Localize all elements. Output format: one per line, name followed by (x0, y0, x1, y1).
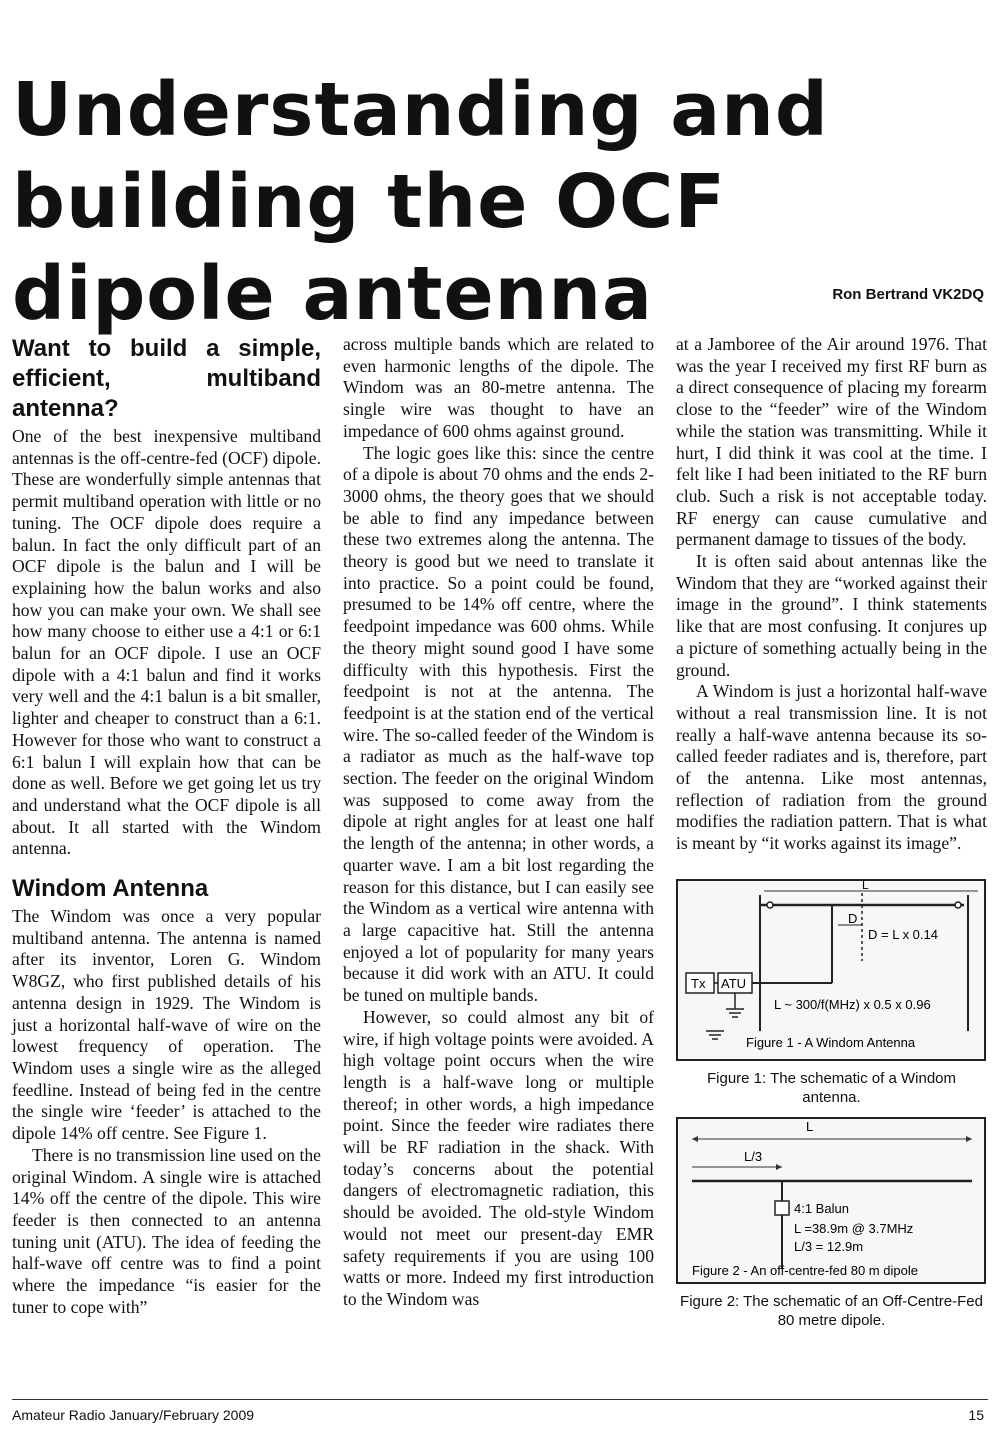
figure-2-inner-caption: Figure 2 - An off-centre-fed 80 m dipole (692, 1262, 918, 1278)
label-d: D (848, 910, 858, 926)
label-atu: ATU (721, 975, 747, 991)
paragraph: It is often said about antennas like the Windom that they are “worked against their image in the ground”. I think statements like that are most confusing. It conjures up a picture of something actually being in the ground. (676, 551, 987, 680)
paragraph: across multiple bands which are related to even harmonic lengths of the dipole. The Windom was an 80-metre antenna. The single wire was thought to have an impedance of 600 ohms against ground. (343, 334, 654, 441)
windom-schematic (678, 881, 984, 1059)
label-balun: 4:1 Balun (794, 1200, 849, 1216)
label-l3: L/3 (744, 1148, 763, 1164)
figure-1 (676, 879, 987, 1107)
section-heading-windom: Windom Antenna (12, 875, 209, 903)
paragraph: However, so could almost any bit of wire, if high voltage points were avoided. A high voltage point occurs when the wire length is a half-wave long or multiple thereof; in other words, a high impedance point. Since the feeder wire radiates there will be RF radiation in the shack. With today’s concerns about the potential dangers of electromagnetic radiation, this should be avoided. The old-style Windom would not meet our present-day EMR safety requirements if you are using 100 watts or more. Indeed my first introduction to the Windom was (343, 1006, 654, 1309)
formula-l: L ~ 300/f(MHz) x 0.5 x 0.96 (774, 996, 931, 1012)
label-l: L (806, 1118, 814, 1134)
paragraph: There is no transmission line used on the original Windom. A single wire is attached 14% off the centre of the dipole. This wire feeder is then connected to an antenna tuning unit (ATU). The idea of feeding the half-wave off centre was to find a point where the impedance “is easier for the tuner to cope with” (12, 1144, 321, 1317)
figure-2 (676, 1117, 987, 1330)
paragraph: One of the best inexpensive multiband antennas is the off-centre-fed (OCF) dipole. These are wonderfully simple antennas that permit multiband operation with little or no tuning. The OCF dipole does require a balun. In fact the only difficult part of an OCF dipole is the balun and I will be explaining how the balun works and also how you can make your own. We shall see how many choose to either use a 4:1 or 6:1 balun for an OCF dipole. I use an OCF dipole with a 4:1 balun and find it works very well and the 4:1 balun is a bit smaller, lighter and cheaper to construct than a 6:1. However for those who want to construct a 6:1 balun I will explain how that can be done as well. Before we get going let us try and understand what the OCF dipole is all about. It all started with the Windom antenna. (12, 426, 321, 859)
ocf-dipole-schematic (678, 1119, 984, 1282)
insulator-icon (955, 902, 961, 908)
paragraph: The logic goes like this: since the centre of a dipole is about 70 ohms and the ends 2-3000 ohms, the theory goes that we should be able to find any impedance between these two extremes along the antenna. The theory is good but we need to translate it into practice. So a point could be found, presumed to be 14% off centre, where the feedpoint impedance was 600 ohms. While the theory might sound good I have some difficulty with this hypothesis. First the feedpoint is not at the antenna. The feedpoint is at the station end of the vertical wire. The so-called feeder of the Windom is a radiator as much as the half-wave top section. The feeder on the original Windom was supposed to come away from the dipole at right angles for at least one half the length of the antenna; in other words, a quarter wave. I am a bit lost regarding the reason for this distance, but I can easily see the Windom as a vertical wire antenna with a large capacitive hat. Still the antenna enjoyed a lot of popularity for many years because it did work with an ATU. It could be tuned on multiple bands. (343, 442, 654, 1006)
section-heading-intro: Want to build a simple, efficient, multiband antenna? (12, 335, 321, 422)
paragraph: at a Jamboree of the Air around 1976. That was the year I received my first RF burn as a direct consequence of placing my forearm close to the “feeder” wire of the Windom while the station was transmitting. While it hurt, I did think it was cool at the time. I felt like I had been initiated to the RF burn club. Such a risk is not acceptable today. RF energy can cause cumulative and permanent damage to tissues of the body. (676, 334, 987, 550)
arrow-icon (692, 1136, 698, 1142)
arrow-icon (966, 1136, 972, 1142)
figure-2-caption: Figure 2: The schematic of an Off-Centre-Fed 80 metre dipole. (680, 1292, 983, 1329)
figure-2-diagram (676, 1117, 986, 1284)
figure-1-caption: Figure 1: The schematic of a Windom antenna. (707, 1069, 956, 1106)
article-title: Understanding and building the OCF dipole antenna (12, 67, 829, 337)
label-l: L (862, 880, 869, 892)
label-third: L/3 = 12.9m (794, 1238, 864, 1254)
page-number: 15 (968, 1407, 984, 1423)
figure-1-inner-caption: Figure 1 - A Windom Antenna (746, 1034, 916, 1050)
formula-d: D = L x 0.14 (868, 926, 938, 942)
label-length: L =38.9m @ 3.7MHz (794, 1220, 914, 1236)
footer-publication: Amateur Radio January/February 2009 (12, 1407, 255, 1423)
column-2 (343, 334, 654, 1311)
arrow-icon (776, 1164, 782, 1170)
column-1 (12, 334, 321, 1318)
insulator-icon (767, 902, 773, 908)
paragraph: The Windom was once a very popular multiband antenna. The antenna is named after its inventor, Loren G. Windom W8GZ, who first published details of his antenna design in 1929. The Windom is just a horizontal half-wave of wire on the lowest frequency of operation. The Windom uses a single wire as the alleged feedline. Instead of being fed in the centre the single wire ‘feeder’ is attached to the dipole 14% off centre. See Figure 1. (12, 906, 321, 1144)
paragraph: A Windom is just a horizontal half-wave without a real transmission line. It is not really a half-wave antenna because its so-called feeder radiates and is, therefore, part of the antenna. Like most antennas, reflection of radiation from the ground modifies the radiation pattern. That is what is meant by “it works against its image”. (676, 681, 987, 854)
article-author: Ron Bertrand VK2DQ (832, 286, 984, 303)
figure-1-diagram (676, 879, 986, 1061)
balun-box (775, 1201, 789, 1215)
label-tx: Tx (691, 975, 706, 991)
footer-divider (12, 1399, 988, 1400)
column-3 (676, 334, 987, 1330)
